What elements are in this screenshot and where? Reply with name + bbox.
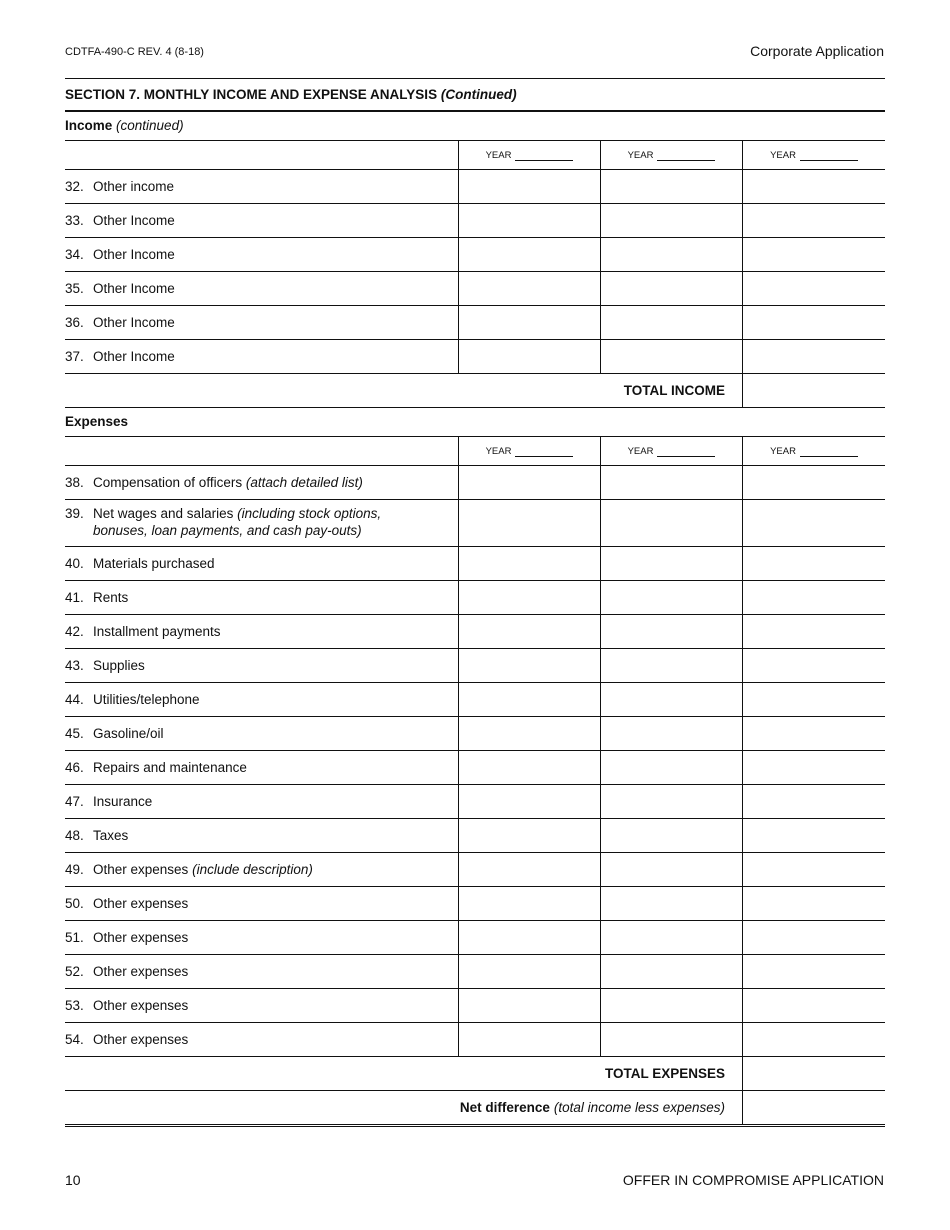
row-text: Rents [93,590,129,605]
row-number: 53. [65,998,84,1013]
year-label: YEAR [627,149,654,161]
amount-field[interactable] [600,955,742,988]
income-row [65,340,885,374]
amount-field[interactable] [600,717,742,750]
row-number: 39. [65,506,84,521]
income-row [65,204,885,238]
expenses-row [65,785,885,819]
amount-field[interactable] [742,1023,885,1056]
row-label [65,921,458,954]
row-label [65,615,458,648]
amount-field[interactable] [600,683,742,716]
row-text: Materials purchased [93,556,215,571]
amount-field[interactable] [458,547,600,580]
year-header-cell [742,437,885,465]
row-text: Other income [93,179,175,194]
year-input-line[interactable] [800,446,858,457]
amount-field[interactable] [458,921,600,954]
expenses-row [65,683,885,717]
amount-field[interactable] [458,853,600,886]
row-number: 32. [65,179,84,194]
row-label [65,272,458,305]
row-label [65,717,458,750]
expenses-row [65,615,885,649]
row-number: 34. [65,247,84,262]
amount-field[interactable] [742,340,885,373]
amount-field[interactable] [458,989,600,1022]
amount-field[interactable] [742,819,885,852]
amount-field[interactable] [600,887,742,920]
year-label: YEAR [485,445,512,457]
year-label: YEAR [770,149,796,161]
amount-field[interactable] [458,170,600,203]
row-label [65,466,458,499]
amount-field[interactable] [458,581,600,614]
amount-field[interactable] [458,204,600,237]
income-row [65,238,885,272]
row-label [65,306,458,339]
row-text: Other Income [93,315,175,330]
amount-field[interactable] [600,581,742,614]
expenses-row [65,751,885,785]
net-difference-label: Net difference (total income less expenses) [459,1100,725,1115]
row-number: 38. [65,475,84,490]
amount-field[interactable] [458,785,600,818]
year-input-line[interactable] [657,446,715,457]
amount-field[interactable] [600,921,742,954]
amount-field[interactable] [742,204,885,237]
amount-field[interactable] [742,615,885,648]
year-header-cell [458,141,600,169]
expenses-row [65,466,885,500]
expenses-row [65,1023,885,1057]
year-header-spacer [65,141,458,169]
year-label: YEAR [627,445,654,457]
amount-field[interactable] [600,785,742,818]
row-text: Insurance [93,794,153,809]
amount-field[interactable] [600,466,742,499]
amount-field[interactable] [458,466,600,499]
row-label [65,683,458,716]
income-row [65,272,885,306]
row-number: 37. [65,349,84,364]
amount-field[interactable] [600,340,742,373]
row-text: Other expenses (include description) [93,862,313,877]
row-label [65,547,458,580]
net-difference-field[interactable] [742,1091,885,1124]
total-income-field[interactable] [742,374,885,407]
year-header-cell [742,141,885,169]
amount-field[interactable] [600,547,742,580]
total-expenses-label: TOTAL EXPENSES [604,1066,725,1081]
row-label [65,989,458,1022]
row-number: 54. [65,1032,84,1047]
row-number: 33. [65,213,84,228]
amount-field[interactable] [458,238,600,271]
row-text: Gasoline/oil [93,726,164,741]
row-number: 41. [65,590,84,605]
year-input-line[interactable] [515,446,573,457]
row-label [65,1023,458,1056]
row-text: Taxes [93,828,129,843]
row-label [65,751,458,784]
year-input-line[interactable] [657,150,715,161]
amount-field[interactable] [458,500,600,546]
total-expenses-row [65,1057,885,1091]
row-text: Net wages and salaries (including stock options, bonuses, loan payments, and cash pay-outs) [93,506,382,538]
amount-field[interactable] [600,853,742,886]
row-text: Other expenses [93,930,189,945]
amount-field[interactable] [458,955,600,988]
amount-field[interactable] [458,272,600,305]
amount-field[interactable] [600,615,742,648]
amount-field[interactable] [742,785,885,818]
amount-field[interactable] [600,170,742,203]
row-number: 51. [65,930,84,945]
year-header-cell [600,141,742,169]
amount-field[interactable] [600,500,742,546]
expenses-row [65,581,885,615]
row-label [65,955,458,988]
row-number: 46. [65,760,84,775]
amount-field[interactable] [600,649,742,682]
expenses-row [65,955,885,989]
row-text: Repairs and maintenance [93,760,247,775]
expenses-row [65,853,885,887]
row-number: 49. [65,862,84,877]
amount-field[interactable] [742,170,885,203]
year-input-line[interactable] [515,150,573,161]
amount-field[interactable] [742,683,885,716]
section-title: SECTION 7. MONTHLY INCOME AND EXPENSE ANALYSIS (Continued) [65,79,885,112]
expenses-row [65,500,885,547]
year-header-spacer [65,437,458,465]
row-text: Supplies [93,658,145,673]
row-text: Other expenses [93,964,189,979]
row-label [65,649,458,682]
expenses-row [65,819,885,853]
expenses-row [65,887,885,921]
row-label [65,238,458,271]
row-number: 36. [65,315,84,330]
amount-field[interactable] [458,887,600,920]
income-heading: Income (continued) [65,112,885,141]
row-text: Other Income [93,349,175,364]
amount-field[interactable] [742,500,885,546]
row-text: Other Income [93,247,175,262]
year-input-line[interactable] [800,150,858,161]
expenses-row [65,717,885,751]
net-difference-row [65,1091,885,1127]
row-label [65,887,458,920]
amount-field[interactable] [742,238,885,271]
row-label [65,170,458,203]
row-number: 52. [65,964,84,979]
total-income-row [65,374,885,408]
row-text: Installment payments [93,624,221,639]
amount-field[interactable] [458,751,600,784]
row-label [65,819,458,852]
row-text: Compensation of officers (attach detailed list) [93,475,363,490]
row-number: 43. [65,658,84,673]
row-text: Other expenses [93,998,189,1013]
expenses-heading: Expenses [65,408,885,437]
amount-field[interactable] [600,272,742,305]
amount-field[interactable] [742,887,885,920]
row-number: 47. [65,794,84,809]
income-year-header [65,141,885,170]
row-text: Utilities/telephone [93,692,200,707]
row-label [65,204,458,237]
row-label [65,340,458,373]
amount-field[interactable] [600,751,742,784]
row-label [65,853,458,886]
row-number: 42. [65,624,84,639]
amount-field[interactable] [600,1023,742,1056]
amount-field[interactable] [742,649,885,682]
expense-year-header [65,437,885,466]
amount-field[interactable] [742,853,885,886]
row-label [65,785,458,818]
year-label: YEAR [770,445,796,457]
income-expense-form [65,78,885,1127]
row-number: 35. [65,281,84,296]
amount-field[interactable] [458,649,600,682]
amount-field[interactable] [458,615,600,648]
row-number: 48. [65,828,84,843]
expenses-row [65,547,885,581]
amount-field[interactable] [458,1023,600,1056]
amount-field[interactable] [600,819,742,852]
amount-field[interactable] [600,989,742,1022]
amount-field[interactable] [458,340,600,373]
amount-field[interactable] [742,751,885,784]
amount-field[interactable] [458,306,600,339]
row-label [65,581,458,614]
row-label [65,500,458,546]
amount-field[interactable] [742,466,885,499]
row-text: Other Income [93,213,175,228]
form-id: CDTFA-490-C REV. 4 (8-18) [65,46,204,58]
amount-field[interactable] [458,819,600,852]
amount-field[interactable] [458,717,600,750]
amount-field[interactable] [742,717,885,750]
expenses-row [65,989,885,1023]
income-row [65,306,885,340]
total-income-label: TOTAL INCOME [623,383,725,398]
row-number: 50. [65,896,84,911]
row-text: Other Income [93,281,175,296]
row-text: Other expenses [93,1032,189,1047]
amount-field[interactable] [742,989,885,1022]
year-header-cell [458,437,600,465]
document-type: Corporate Application [750,43,884,59]
income-row [65,170,885,204]
total-expenses-field[interactable] [742,1057,885,1090]
page-number: 10 [65,1172,81,1188]
expenses-row [65,649,885,683]
amount-field[interactable] [742,306,885,339]
expenses-row [65,921,885,955]
row-number: 44. [65,692,84,707]
income-rows [65,170,885,374]
row-number: 40. [65,556,84,571]
row-number: 45. [65,726,84,741]
year-header-cell [600,437,742,465]
amount-field[interactable] [600,238,742,271]
expense-rows [65,466,885,1057]
row-text: Other expenses [93,896,189,911]
amount-field[interactable] [458,683,600,716]
amount-field[interactable] [742,547,885,580]
amount-field[interactable] [742,272,885,305]
amount-field[interactable] [742,581,885,614]
amount-field[interactable] [600,204,742,237]
amount-field[interactable] [742,921,885,954]
amount-field[interactable] [600,306,742,339]
amount-field[interactable] [742,955,885,988]
footer-title: OFFER IN COMPROMISE APPLICATION [622,1172,884,1188]
year-label: YEAR [485,149,512,161]
